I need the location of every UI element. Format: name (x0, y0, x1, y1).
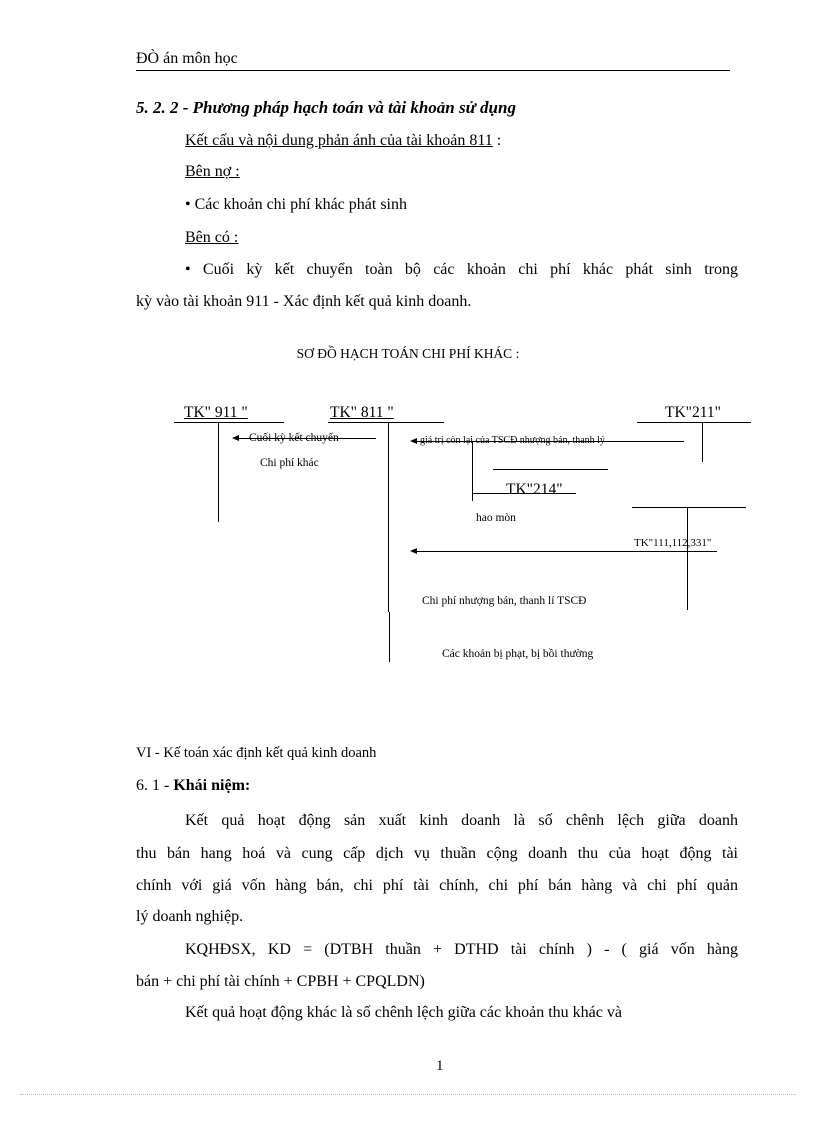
paragraph1-line4: lý doanh nghiệp. (136, 908, 244, 925)
document-header-title: ĐÒ án môn học (136, 50, 238, 67)
account-214-label: TK"214" (506, 481, 563, 498)
debit-item: • Các khoản chi phí khác phát sinh (185, 196, 407, 213)
closing-arrow-head (232, 435, 239, 441)
paragraph2-line1: Kết quả hoạt động khác là số chênh lệch giữa các khoản thu khác và (185, 1004, 622, 1021)
section-title-vi: VI - Kế toán xác định kết quả kinh doanh (136, 745, 377, 761)
closing-label-line1: Cuối kỳ kết chuyển (249, 432, 339, 444)
cash-arrow-line (417, 551, 717, 552)
diagram-title: SƠ ĐỒ HẠCH TOÁN CHI PHÍ KHÁC : (296, 346, 520, 361)
header-rule (136, 70, 730, 71)
depreciation-label: hao mòn (476, 512, 516, 524)
page-bottom-border (20, 1094, 796, 1095)
account-111-line (687, 507, 688, 610)
paragraph1-line1: Kết quả hoạt động sản xuất kinh doanh là số chênh lệch giữa doanh (185, 812, 738, 829)
closing-label-line2: Chi phí khác (260, 457, 319, 469)
credit-label: Bên có : (185, 229, 239, 246)
account-911-line (218, 422, 219, 522)
t-account-111-bar (632, 507, 746, 508)
formula-line1: KQHĐSX, KD = (DTBH thuần + DTHD tài chính ) - ( giá vốn hàng (185, 941, 738, 958)
residual-value-label: giá trị còn lại của TSCĐ nhượng bán, thanh lý (420, 435, 605, 446)
disposal-cost-label: Chi phí nhượng bán, thanh lí TSCĐ (422, 595, 587, 607)
debit-label: Bên nợ : (185, 163, 240, 180)
account-214-line (472, 441, 473, 501)
account-811-line-lower (389, 612, 390, 662)
subsection-text: Khái niệm: (173, 777, 251, 794)
account-911-label: TK" 911 " (184, 404, 248, 421)
intro-underlined: Kết cấu và nội dung phản ánh của tài khoản 811 (185, 132, 493, 149)
penalties-label: Các khoản bị phạt, bị bồi thường (442, 648, 594, 660)
t-account-911-bar (174, 422, 284, 423)
paragraph1-line3: chính với giá vốn hàng bán, chi phí tài chính, chi phí bán hàng và chi phí quản (136, 877, 738, 894)
subsection-number: 6. 1 - (136, 777, 174, 794)
account-811-label: TK" 811 " (330, 404, 394, 421)
credit-item-line2: kỳ vào tài khoản 911 - Xác định kết quả kinh doanh. (136, 293, 472, 310)
paragraph1-line2: thu bán hang hoá và cung cấp dịch vụ thuần cộng doanh thu của hoạt động tài (136, 845, 738, 862)
intro-line (185, 132, 501, 150)
page-number: 1 (436, 1058, 444, 1074)
account-111-label: TK"111,112,331" (634, 537, 712, 549)
cash-arrow-head (410, 548, 417, 554)
account-811-line-upper (388, 422, 389, 612)
section-title-522: 5. 2. 2 - Phương pháp hạch toán và tài khoản sử dụng (136, 98, 516, 117)
t-account-211-bar (637, 422, 751, 423)
account-211-line (702, 422, 703, 462)
account-211-label: TK"211" (665, 404, 721, 421)
credit-item-line1: • Cuối kỳ kết chuyển toàn bộ các khoản chi phí khác phát sinh trong (185, 261, 738, 278)
residual-arrow-head (410, 438, 417, 444)
t-account-811-bar (328, 422, 444, 423)
intro-suffix: : (496, 132, 502, 149)
t-account-214-bar (493, 469, 608, 470)
formula-line2: bán + chi phí tài chính + CPBH + CPQLDN) (136, 973, 425, 990)
subsection-title-61 (136, 777, 250, 795)
